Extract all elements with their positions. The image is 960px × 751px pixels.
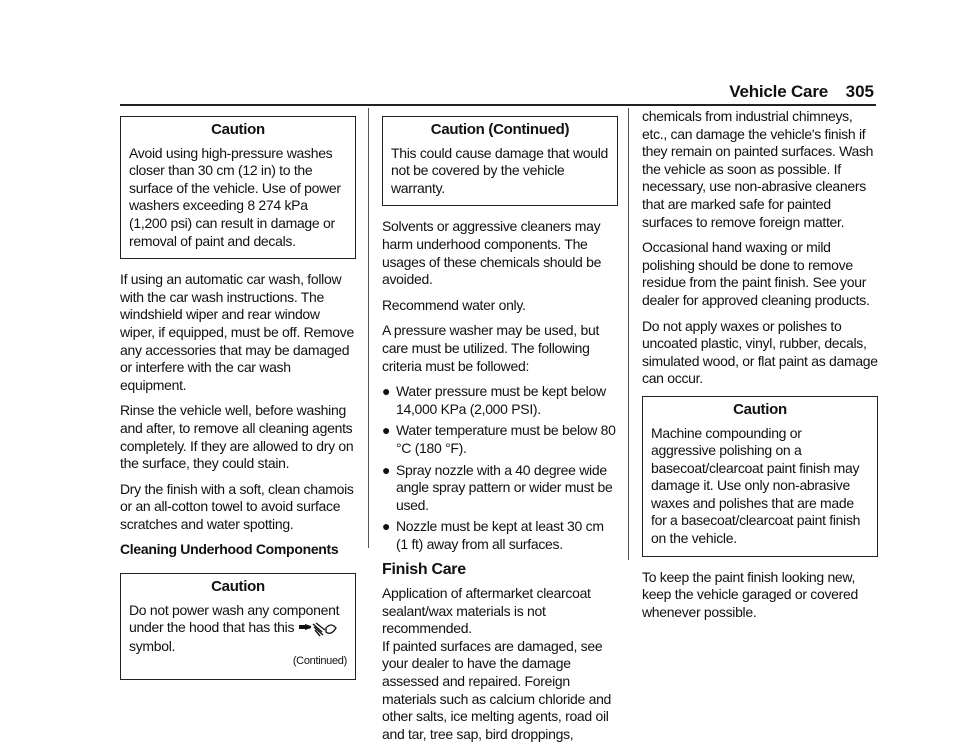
paragraph: If using an automatic car wash, follow with the car wash instructions. The windshield wiper and rear window wiper, if equipped, must be off. Remove any accessories that may be damaged or interfere with the car wash equipment. <box>120 271 354 393</box>
continued-label: (Continued) <box>292 655 347 668</box>
paragraph: A pressure washer may be used, but care must be utilized. The following criteria must be followed: <box>382 322 600 374</box>
section-title: Vehicle Care <box>729 82 828 101</box>
spray-nozzle-icon <box>298 620 338 638</box>
caution-text <box>129 602 347 655</box>
paragraph: To keep the paint finish looking new, keep the vehicle garaged or covered whenever possible. <box>642 568 858 620</box>
page-number: 305 <box>845 82 874 101</box>
caution-title: Caution (Continued) <box>430 121 570 138</box>
list-item: ● Water temperature must be below 80 °C (180 °F). <box>382 422 616 456</box>
caution-text-after: symbol. <box>129 637 176 654</box>
paragraph: chemicals from industrial chimneys, etc., can damage the vehicle's finish if they remain on painted surfaces. Wash the vehicle as soon as possible. If necessary, use non-abrasive cleaners that are marked safe for painted surfaces to remove foreign matter. <box>642 108 874 230</box>
paragraph: Rinse the vehicle well, before washing and after, to remove all cleaning agents completely. If they are allowed to dry on the surface, they could stain. <box>120 402 354 472</box>
caution-text-before: Do not power wash any component under the hood that has this <box>129 601 340 636</box>
caution-title: Caution <box>733 400 787 418</box>
column-divider <box>628 108 629 560</box>
list-item: ● Water pressure must be kept below 14,000 KPa (2,000 PSI). <box>382 383 606 417</box>
page-header <box>120 82 876 106</box>
caution-box <box>120 116 356 259</box>
paragraph: Dry the finish with a soft, clean chamois or an all-cotton towel to avoid surface scratches and water spotting. <box>120 480 354 532</box>
list-item: ● Spray nozzle with a 40 degree wide angle spray pattern or wider must be used. <box>382 461 613 513</box>
caution-title: Caution <box>211 578 265 596</box>
criteria-list <box>382 383 618 553</box>
subheading: Cleaning Underhood Components <box>120 541 339 558</box>
column-divider <box>368 108 369 548</box>
bullet-icon: ● <box>382 422 391 439</box>
caution-text: Avoid using high-pressure washes closer than 30 cm (12 in) to the surface of the vehicle. Use of power washers exceeding 8 274 kPa (1,200 psi) can result in damage or removal of paint and decals. <box>129 144 341 249</box>
caution-title: Caution <box>211 121 265 138</box>
caution-text: This could cause damage that would not be covered by the vehicle warranty. <box>391 144 609 196</box>
list-item: ● Nozzle must be kept at least 30 cm (1 ft) away from all surfaces. <box>382 518 604 552</box>
bullet-icon: ● <box>382 383 391 400</box>
section-heading: Finish Care <box>382 561 466 579</box>
paragraph: Occasional hand waxing or mild polishing should be done to remove residue from the paint finish. See your dealer for approved cleaning products. <box>642 239 870 308</box>
bullet-icon: ● <box>382 518 391 535</box>
caution-box <box>382 116 618 206</box>
caution-box <box>642 396 878 557</box>
column-2 <box>382 116 618 751</box>
paragraph: If painted surfaces are damaged, see your dealer to have the damage assessed and repaired. Foreign materials such as calcium chloride and other salts, ice melting agents, road oil and tar, tree sap, bird droppings, <box>382 637 612 742</box>
paragraph: Do not apply waxes or polishes to uncoated plastic, vinyl, rubber, decals, simulated wood, or flat paint as damage can occur. <box>642 317 878 387</box>
column-3 <box>642 108 878 629</box>
column-1 <box>120 116 356 692</box>
bullet-icon: ● <box>382 461 391 478</box>
paragraph: Solvents or aggressive cleaners may harm underhood components. The usages of these chemicals should be avoided. <box>382 218 602 288</box>
caution-box <box>120 573 356 680</box>
paragraph: Recommend water only. <box>382 296 526 313</box>
caution-text: Machine compounding or aggressive polishing on a basecoat/clearcoat paint finish may damage it. Use only non-abrasive waxes and polishes that are made for a basecoat/clearcoat paint finish on the vehicle. <box>651 424 861 547</box>
paragraph: Application of aftermarket clearcoat sealant/wax materials is not recommended. <box>382 585 591 637</box>
